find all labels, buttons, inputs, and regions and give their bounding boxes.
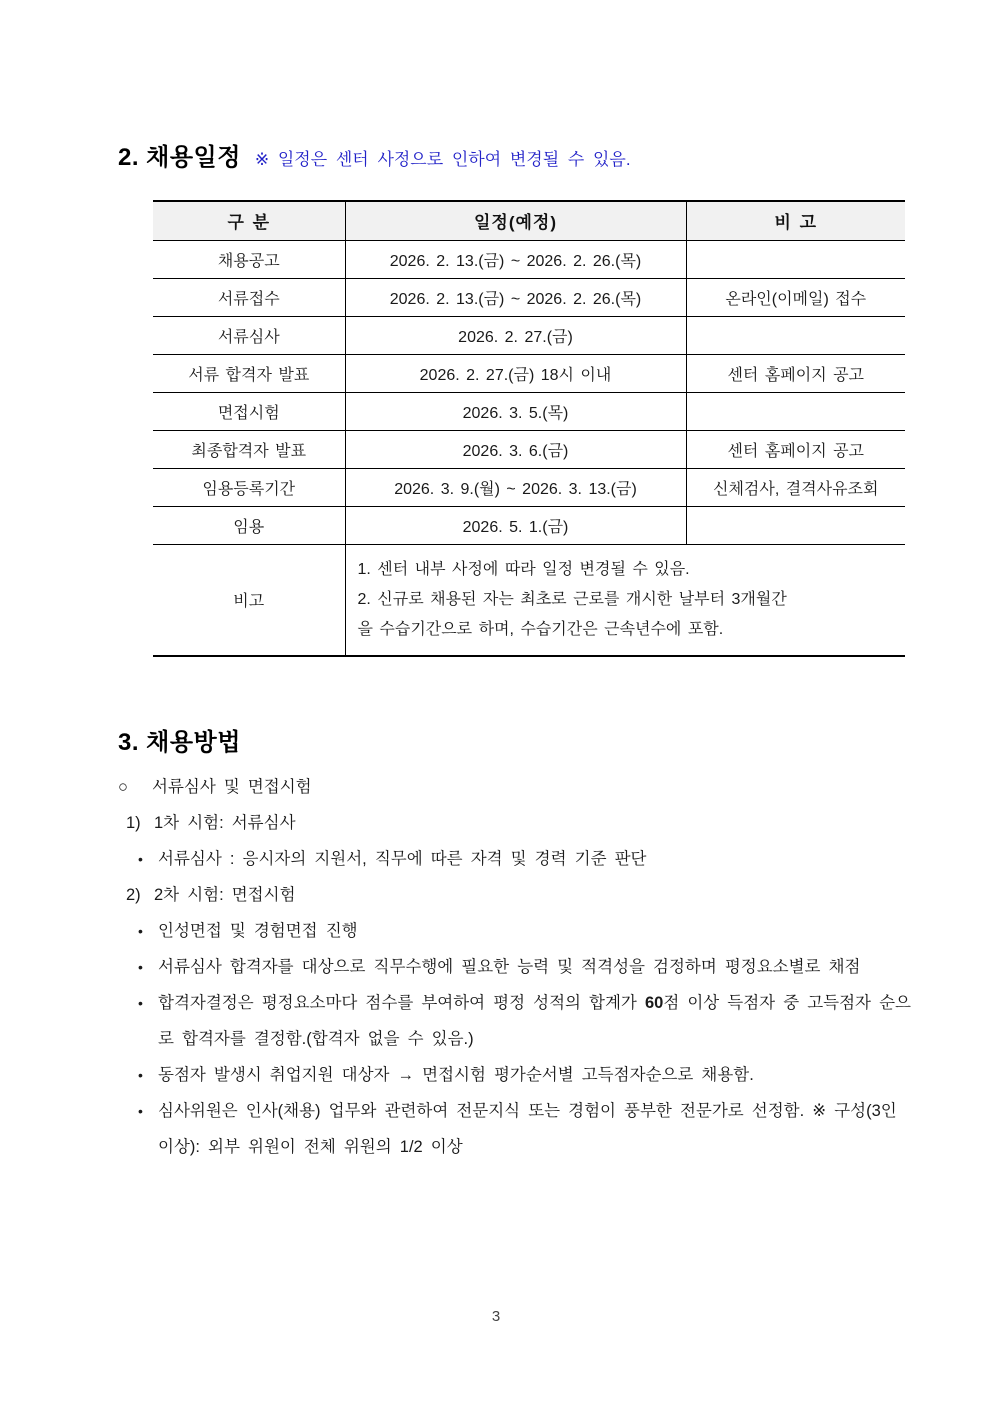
cell-category: 채용공고 bbox=[153, 240, 345, 278]
list-item bbox=[126, 805, 913, 841]
cell-category: 면접시험 bbox=[153, 392, 345, 430]
list-item-text: 서류심사 : 응시자의 지원서, 직무에 따른 자격 및 경력 기준 판단 bbox=[158, 850, 647, 868]
method-list bbox=[118, 769, 913, 1165]
bullet-marker: • bbox=[138, 1067, 143, 1083]
cell-category: 서류접수 bbox=[153, 278, 345, 316]
cell-note-content bbox=[345, 544, 905, 656]
list-item bbox=[138, 985, 913, 1057]
table-row bbox=[153, 506, 905, 544]
table-header-row bbox=[153, 201, 905, 240]
text-segment-bold: 60 bbox=[644, 994, 664, 1012]
list-item-text: 1차 시험: 서류심사 bbox=[154, 814, 296, 832]
section-method-title: 3. 채용방법 bbox=[118, 729, 241, 756]
note-line: 을 수습기간으로 하며, 수습기간은 근속년수에 포함. bbox=[357, 620, 724, 638]
table-row bbox=[153, 392, 905, 430]
section-schedule-title: 2. 채용일정 bbox=[118, 144, 241, 171]
cell-remark bbox=[686, 240, 905, 278]
list-item-text: 서류심사 합격자를 대상으로 직무수행에 필요한 능력 및 적격성을 검정하며 평정요소별로 채점 bbox=[158, 958, 861, 976]
cell-remark: 온라인(이메일) 접수 bbox=[686, 278, 905, 316]
cell-remark bbox=[686, 506, 905, 544]
text-segment: 합격자결정은 평정요소마다 점수를 부여하여 평정 성적의 합계가 bbox=[158, 994, 645, 1012]
cell-schedule: 2026. 3. 5.(목) bbox=[345, 392, 686, 430]
table-note-row bbox=[153, 544, 905, 656]
header-cell-remark: 비 고 bbox=[686, 201, 905, 240]
cell-schedule: 2026. 2. 27.(금) 18시 이내 bbox=[345, 354, 686, 392]
list-item bbox=[138, 1093, 913, 1165]
list-item bbox=[118, 769, 913, 805]
table-row bbox=[153, 430, 905, 468]
bullet-marker: • bbox=[138, 923, 143, 939]
table-row bbox=[153, 316, 905, 354]
list-item-text: 2차 시험: 면접시험 bbox=[154, 886, 296, 904]
list-item-text bbox=[158, 985, 913, 1057]
text-segment: 점 이상 득점자 중 고득점자 순으로 합격자를 결정함.(합격자 없을 수 있음.) bbox=[158, 994, 911, 1048]
cell-category: 서류심사 bbox=[153, 316, 345, 354]
cell-schedule: 2026. 2. 13.(금) ~ 2026. 2. 26.(목) bbox=[345, 278, 686, 316]
header-cell-category: 구 분 bbox=[153, 201, 345, 240]
cell-category: 임용등록기간 bbox=[153, 468, 345, 506]
cell-category: 임용 bbox=[153, 506, 345, 544]
header-cell-schedule: 일정(예정) bbox=[345, 201, 686, 240]
list-item-text: 인성면접 및 경험면접 진행 bbox=[158, 922, 358, 940]
table-row bbox=[153, 354, 905, 392]
list-item-text: 서류심사 및 면접시험 bbox=[152, 778, 312, 796]
cell-remark: 신체검사, 결격사유조회 bbox=[686, 468, 905, 506]
cell-schedule: 2026. 3. 6.(금) bbox=[345, 430, 686, 468]
table-row bbox=[153, 278, 905, 316]
note-line: 2. 신규로 채용된 자는 최초로 근로를 개시한 날부터 3개월간 bbox=[357, 590, 787, 608]
number-marker: 1) bbox=[126, 814, 141, 832]
cell-category: 서류 합격자 발표 bbox=[153, 354, 345, 392]
table-row bbox=[153, 468, 905, 506]
list-item bbox=[138, 949, 913, 985]
cell-remark: 센터 홈페이지 공고 bbox=[686, 354, 905, 392]
cell-remark: 센터 홈페이지 공고 bbox=[686, 430, 905, 468]
cell-schedule: 2026. 3. 9.(월) ~ 2026. 3. 13.(금) bbox=[345, 468, 686, 506]
page-number: 3 bbox=[491, 1308, 501, 1325]
cell-schedule: 2026. 5. 1.(금) bbox=[345, 506, 686, 544]
cell-schedule: 2026. 2. 13.(금) ~ 2026. 2. 26.(목) bbox=[345, 240, 686, 278]
bullet-marker: • bbox=[138, 851, 143, 867]
bullet-marker: • bbox=[138, 959, 143, 975]
note-line: 1. 센터 내부 사정에 따라 일정 변경될 수 있음. bbox=[357, 560, 690, 578]
cell-category: 최종합격자 발표 bbox=[153, 430, 345, 468]
list-item-text: 동점자 발생시 취업지원 대상자 → 면접시험 평가순서별 고득점자순으로 채용함. bbox=[158, 1066, 754, 1084]
list-item bbox=[138, 1057, 913, 1093]
list-item-text: 심사위원은 인사(채용) 업무와 관련하여 전문지식 또는 경험이 풍부한 전문가로 선정함. ※ 구성(3인 이상): 외부 위원이 전체 위원의 1/2 이상 bbox=[158, 1102, 897, 1156]
section-schedule-heading bbox=[118, 137, 631, 172]
list-item bbox=[138, 913, 913, 949]
cell-schedule: 2026. 2. 27.(금) bbox=[345, 316, 686, 354]
cell-category: 비고 bbox=[153, 544, 345, 656]
schedule-table-container bbox=[153, 200, 905, 657]
list-item bbox=[138, 841, 913, 877]
table-row bbox=[153, 240, 905, 278]
list-item bbox=[126, 877, 913, 913]
circle-marker: ○ bbox=[118, 778, 128, 796]
cell-remark bbox=[686, 316, 905, 354]
schedule-table bbox=[153, 200, 905, 657]
bullet-marker: • bbox=[138, 995, 143, 1011]
number-marker: 2) bbox=[126, 886, 141, 904]
section-schedule-note: ※ 일정은 센터 사정으로 인하여 변경될 수 있음. bbox=[254, 150, 631, 169]
cell-remark bbox=[686, 392, 905, 430]
bullet-marker: • bbox=[138, 1103, 143, 1119]
